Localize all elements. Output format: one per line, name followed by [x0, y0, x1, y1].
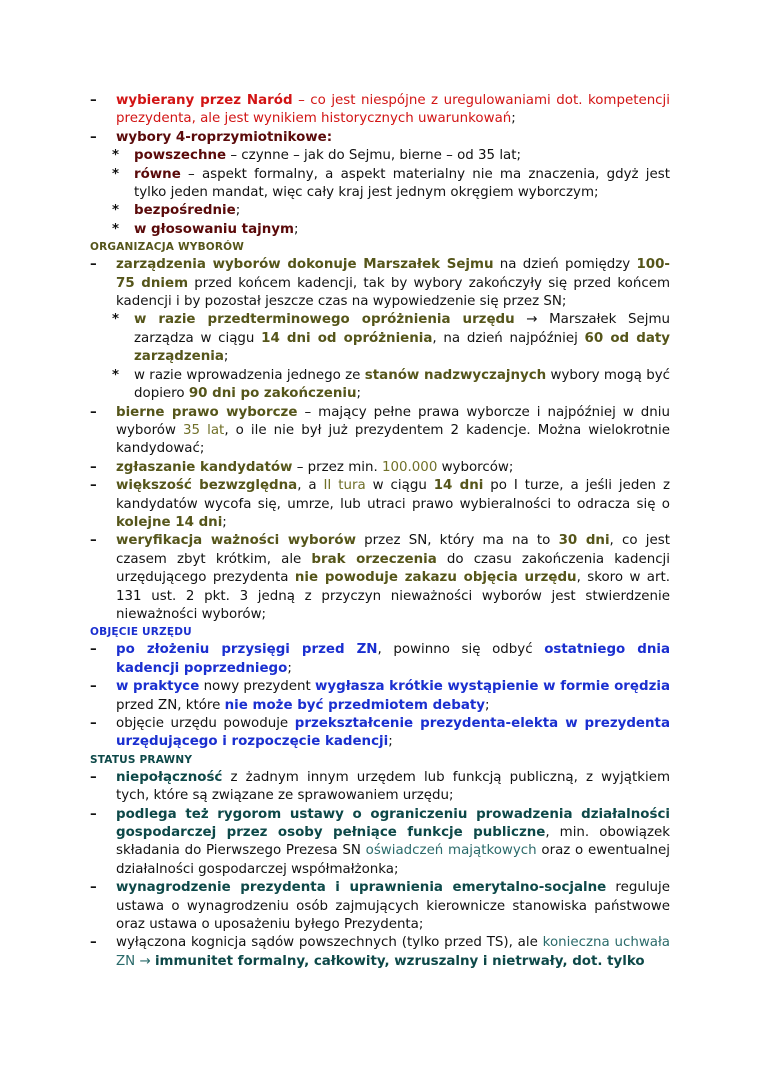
text-run: na dzień pomiędzy	[493, 257, 637, 273]
text-run: – mający pełne prawa wyborcze i najpóźniej w dniu wyborów	[116, 404, 670, 438]
text-run: do czasu zakończenia kadencji urzędującego prezydenta	[116, 551, 671, 586]
list-item	[90, 459, 670, 477]
text-run: ;	[388, 734, 393, 750]
section	[90, 751, 670, 971]
text-run: , skoro w art. 131 ust. 2 pkt. 3 jedną z przyczyn nieważności wyborów jest stwierdzenie nieważności wyborów;	[116, 570, 671, 622]
section-heading: ORGANIZACJA WYBORÓW	[90, 241, 245, 254]
sub-list-item	[90, 202, 670, 220]
text-run: nowy prezydent	[199, 679, 316, 695]
text-run: , na dzień najpóźniej	[432, 330, 585, 346]
text-run: ;	[356, 386, 362, 402]
text-run: 14 dni od opróżnienia	[261, 330, 433, 346]
document-page	[90, 92, 670, 971]
text-run: przez SN, który ma na to	[355, 533, 559, 549]
text-run: 35 lat	[183, 422, 225, 438]
section-heading: OBJĘCIE URZĘDU	[90, 626, 192, 639]
text-run: wybory mogą być dopiero	[134, 367, 671, 402]
text-run: podlega też rygorom ustawy o ograniczeniu prowadzenia działalności gospodarczej przez osoby pełniące funkcje publiczne	[116, 806, 670, 841]
text-run: kolejne 14 dni	[116, 514, 223, 530]
text-run: , powinno się odbyć	[377, 642, 545, 658]
list-item	[90, 769, 670, 806]
text-run: 60 od daty zarządzenia	[134, 330, 670, 365]
dash-marker: –	[90, 806, 97, 822]
asterisk-marker: *	[112, 148, 120, 164]
text-run: w razie wprowadzenia jednego ze	[134, 367, 365, 383]
section	[90, 238, 670, 624]
text-run: ostatniego dnia kadencji poprzedniego	[116, 642, 671, 676]
text-run: , o ile nie był już prezydentem 2 kadencje. Można wielokrotnie kandydować;	[116, 422, 670, 457]
text-run: 14 dni	[433, 478, 484, 494]
text-run: II tura	[323, 478, 366, 494]
list-item	[90, 879, 670, 934]
text-run: , a	[297, 478, 324, 494]
text-run: w praktyce	[116, 679, 200, 695]
text-run: ;	[485, 697, 490, 713]
text-run: oświadczeń majątkowych	[365, 843, 537, 859]
section	[90, 623, 670, 751]
text-run: 100.000	[381, 459, 438, 475]
dash-marker: –	[90, 478, 97, 494]
dash-marker: –	[90, 679, 97, 695]
text-run: powszechne	[134, 148, 227, 164]
list-item	[90, 404, 670, 459]
dash-marker: –	[90, 459, 97, 475]
asterisk-marker: *	[112, 221, 120, 237]
text-run: przekształcenie prezydenta-elekta w prezydenta urzędującego i rozpoczęcie kadencji	[116, 716, 670, 750]
dash-marker: –	[90, 257, 97, 273]
text-run: w głosowaniu tajnym	[134, 221, 294, 237]
text-run: bezpośrednie	[134, 203, 236, 219]
text-run: ;	[287, 660, 292, 676]
text-run: przed końcem kadencji, tak by wybory zakończyły się przed końcem kadencji i by pozostał jeszcze czas na wypowiedzenie się przez SN;	[116, 275, 670, 310]
text-run: niepołączność	[116, 769, 223, 785]
dash-marker: –	[90, 716, 97, 731]
text-run: , co jest czasem zbyt krótkim, ale	[116, 533, 670, 567]
list-item	[90, 715, 670, 752]
text-run: – przez min.	[292, 459, 382, 475]
text-run: ;	[235, 203, 241, 219]
dash-marker: –	[90, 642, 97, 658]
asterisk-marker: *	[112, 166, 120, 182]
text-run: w ciągu	[365, 478, 434, 494]
sub-list-item	[90, 311, 670, 366]
list-item	[90, 92, 670, 129]
text-run: immunitet formalny, całkowity, wzruszalny i nietrwały, dot. tylko	[154, 953, 645, 969]
list-item	[90, 532, 670, 624]
text-run: → Marszałek Sejmu zarządza w ciągu	[134, 312, 670, 346]
dash-marker: –	[90, 880, 97, 896]
text-run: w razie przedterminowego opróżnienia urzędu	[134, 312, 515, 328]
text-run: większość bezwzględna	[116, 478, 298, 494]
text-run: wyborców;	[437, 459, 514, 475]
text-run: 90 dni po zakończeniu	[188, 386, 357, 402]
text-run: stanów nadzwyczajnych	[364, 367, 547, 383]
text-run: nie może być przedmiotem debaty	[224, 697, 486, 713]
sub-list-item	[90, 166, 670, 203]
text-run: – co jest niespójne z uregulowaniami dot. kompetencji prezydenta, ale jest wynikiem historycznych uwarunkowań	[116, 93, 670, 127]
text-run: ;	[293, 221, 299, 237]
dash-marker: –	[90, 129, 97, 145]
dash-marker: –	[90, 533, 97, 549]
list-item	[90, 129, 670, 147]
dash-marker: –	[90, 935, 97, 951]
text-run: zgłaszanie kandydatów	[116, 459, 293, 475]
sub-list-item	[90, 367, 670, 404]
dash-marker: –	[90, 93, 97, 108]
text-run: wyłączona kognicja sądów powszechnych (tylko przed TS), ale	[116, 935, 543, 951]
text-run: objęcie urzędu powoduje	[116, 716, 295, 731]
text-run: 30 dni	[558, 533, 610, 549]
list-item	[90, 256, 670, 311]
list-item	[90, 641, 670, 678]
dash-marker: –	[90, 769, 97, 785]
text-run: po I turze, a jeśli jeden z kandydatów wycofa się, umrze, lub utraci prawo wybieralności to odracza się o	[116, 478, 670, 512]
text-run: ;	[222, 514, 227, 530]
list-item	[90, 806, 670, 880]
text-run: konieczna uchwała ZN →	[116, 935, 670, 969]
text-run: , min. obowiązek składania do Pierwszego Prezesa SN	[116, 825, 670, 859]
section	[90, 92, 670, 239]
asterisk-marker: *	[112, 203, 120, 219]
text-run: reguluje ustawa o wynagrodzeniu osób zajmujących kierownicze stanowiska państwowe oraz ustawa o uposażeniu byłego Prezydenta;	[116, 880, 671, 933]
asterisk-marker: *	[112, 312, 120, 328]
dash-marker: –	[90, 404, 97, 420]
sub-list-item	[90, 147, 670, 165]
text-run: wygłasza krótkie wystąpienie w formie orędzia	[315, 679, 671, 695]
text-run: brak orzeczenia	[311, 551, 437, 567]
text-run: zarządzenia wyborów dokonuje Marszałek Sejmu	[116, 257, 494, 273]
list-item	[90, 934, 670, 971]
text-run: równe	[134, 166, 181, 182]
list-item	[90, 477, 670, 532]
text-run: przed ZN, które	[116, 697, 225, 713]
text-run: ;	[511, 111, 516, 127]
text-run: z żadnym innym urzędem lub funkcją publiczną, z wyjątkiem tych, które są związane ze sprawowaniem urzędu;	[116, 769, 670, 804]
section-heading: STATUS PRAWNY	[90, 753, 193, 766]
text-run: wybierany przez Naród	[116, 93, 293, 108]
text-run: bierne prawo wyborcze	[116, 404, 298, 420]
text-run: wynagrodzenie prezydenta i uprawnienia emerytalno-socjalne	[116, 880, 607, 896]
text-run: nie powoduje zakazu objęcia urzędu	[294, 570, 577, 586]
text-run: po złożeniu przysięgi przed ZN	[116, 642, 378, 658]
text-run: 100-75 dniem	[116, 257, 670, 291]
text-run: ;	[223, 349, 229, 365]
list-item	[90, 678, 670, 715]
sub-list-item	[90, 221, 670, 239]
text-run: – aspekt formalny, a aspekt materialny nie ma znaczenia, gdyż jest tylko jeden mandat, więc cały kraj jest jednym okręgiem wyborczym;	[134, 166, 670, 201]
asterisk-marker: *	[112, 367, 120, 383]
text-run: weryfikacja ważności wyborów	[116, 533, 356, 549]
text-run: – czynne – jak do Sejmu, bierne – od 35 lat;	[226, 148, 522, 164]
text-run: wybory 4-roprzymiotnikowe:	[116, 129, 333, 145]
text-run: oraz o ewentualnej działalności gospodarczej współmałżonka;	[116, 843, 671, 877]
